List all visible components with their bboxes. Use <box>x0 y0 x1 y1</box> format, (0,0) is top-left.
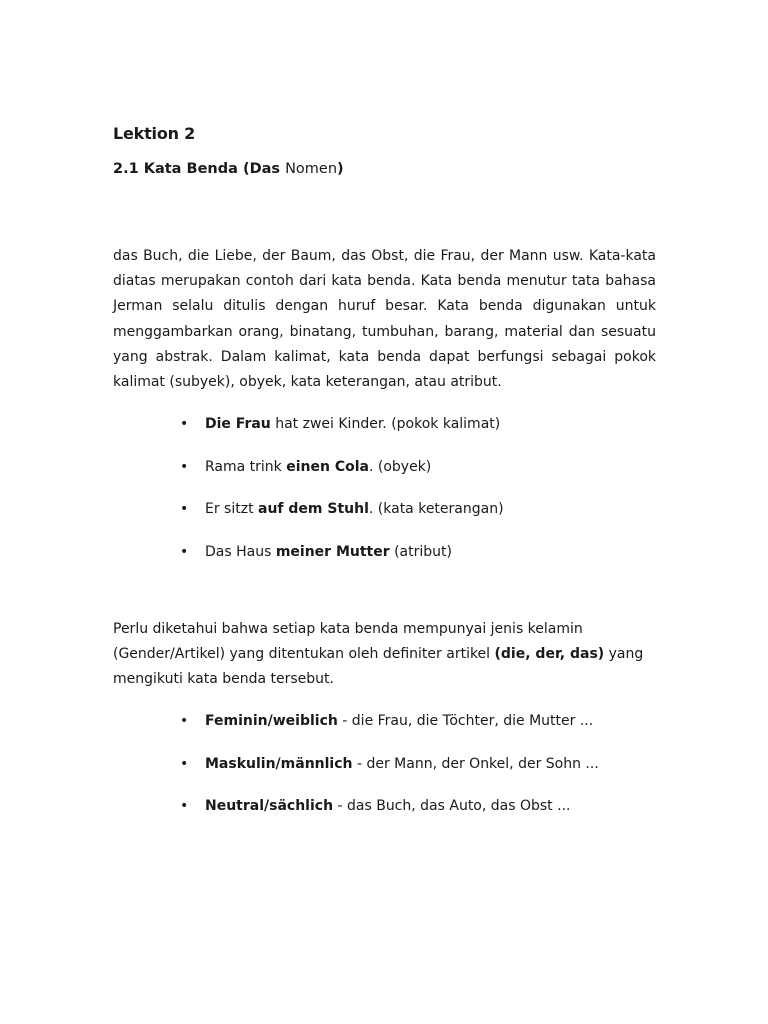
example-bold: einen Cola <box>286 458 369 475</box>
example-bold: Die Frau <box>205 416 271 432</box>
intro-paragraph: das Buch, die Liebe, der Baum, das Obst, die Frau, der Mann usw. Kata-kata diatas merupakan contoh dari kata benda. Kata benda menutur tata bahasa Jerman selalu ditulis dengan huruf besar. Kata benda digunakan untuk menggambarkan orang, binatang, tumbuhan, barang, material dan sesuatu yang abstrak. Dalam kalimat, kata benda dapat berfungsi sebagai pokok kalimat (subyek), obyek, kata keterangan, atau atribut. <box>113 248 656 391</box>
example-post: hat zwei Kinder. (pokok kalimat) <box>270 416 501 432</box>
bullet-icon: • <box>180 416 189 432</box>
bullet-icon: • <box>180 713 189 729</box>
gender-examples: - die Frau, die Töchter, die Mutter ... <box>337 713 594 729</box>
example-post: (atribut) <box>389 543 452 560</box>
list-item <box>113 542 656 562</box>
example-pre: Er sitzt <box>205 501 259 518</box>
bullet-icon: • <box>180 501 189 518</box>
bullet-icon: • <box>180 543 189 560</box>
example-pre: Das Haus <box>205 543 276 560</box>
example-list <box>113 414 656 584</box>
example-pre: Rama trink <box>205 458 287 475</box>
example-bold: meiner Mutter <box>275 543 390 560</box>
bullet-icon: • <box>180 458 189 475</box>
bullet-icon: • <box>180 755 189 772</box>
lesson-title: Lektion 2 <box>113 124 196 143</box>
gender-label: Feminin/weiblich <box>205 713 338 729</box>
gender-label: Maskulin/männlich <box>205 755 353 772</box>
list-item <box>113 457 656 477</box>
gender-examples: - das Buch, das Auto, das Obst ... <box>333 798 571 815</box>
list-item <box>113 754 656 774</box>
article-list: (die, der, das) <box>494 646 605 663</box>
gender-paragraph-post: yang mengikuti kata benda tersebut. <box>113 646 644 688</box>
example-post: . (obyek) <box>368 458 432 475</box>
section-title-main: 2.1 Kata Benda (Das <box>113 161 286 177</box>
section-title <box>113 161 344 177</box>
gender-list <box>113 711 656 839</box>
gender-examples: - der Mann, der Onkel, der Sohn ... <box>352 755 599 772</box>
example-post: . (kata keterangan) <box>368 501 504 518</box>
list-item <box>113 414 656 434</box>
list-item <box>113 499 656 519</box>
gender-label: Neutral/sächlich <box>205 798 334 815</box>
section-title-light: Nomen <box>285 161 338 177</box>
gender-paragraph <box>113 617 656 693</box>
gender-paragraph-pre: Perlu diketahui bahwa setiap kata benda mempunyai jenis kelamin (Gender/Artikel) yang ditentukan oleh definiter artikel <box>113 621 583 663</box>
list-item <box>113 796 656 816</box>
bullet-icon: • <box>180 798 189 815</box>
section-title-end: ) <box>337 161 344 177</box>
example-bold: auf dem Stuhl <box>258 501 369 518</box>
list-item <box>113 711 656 731</box>
